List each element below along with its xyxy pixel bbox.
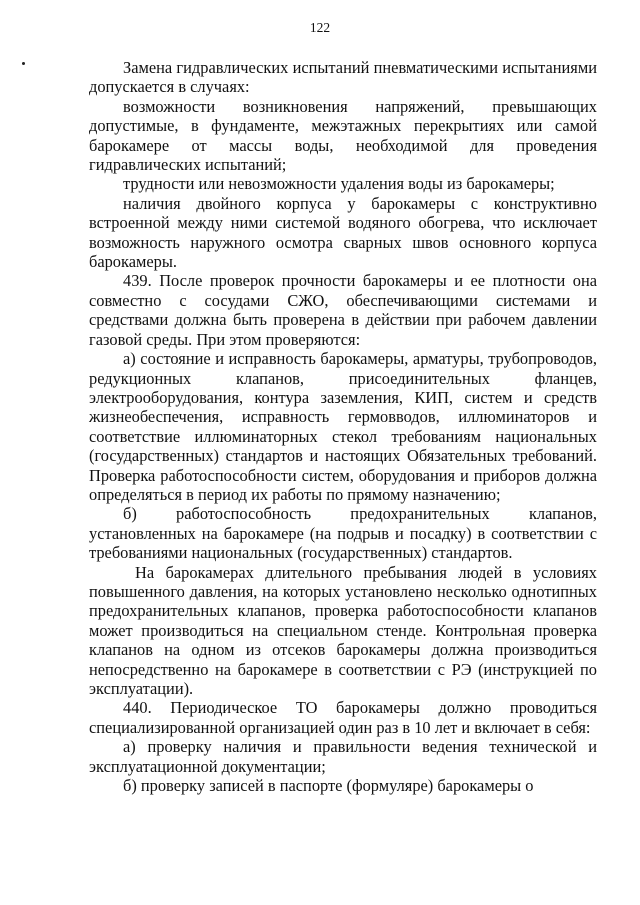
- text-body: [89, 58, 597, 795]
- paragraph: 440. Периодическое ТО барокамеры должно проводиться специализированной организацией один раз в 10 лет и включает в себя:: [89, 698, 597, 737]
- stray-mark: [22, 62, 25, 65]
- paragraph: а) состояние и исправность барокамеры, арматуры, трубопроводов, редукционных клапанов, присоединительных фланцев, электрооборудования, контура заземления, КИП, систем и средств жизнеобеспечения, исправность гермовводов, иллюминаторов и соответствие иллюминаторных стекол требованиям национальных (государственных) стандартов и настоящих Обязательных требований. Проверка работоспособности систем, оборудования и приборов должна определяться в период их работы по прямому назначению;: [89, 349, 597, 504]
- page-number: 122: [309, 20, 331, 35]
- paragraph: а) проверку наличия и правильности ведения технической и эксплуатационной документации;: [89, 737, 597, 776]
- paragraph: 439. После проверок прочности барокамеры и ее плотности она совместно с сосудами СЖО, обеспечивающими системами и средствами должна быть проверена в действии при рабочем давлении газовой среды. При этом проверяются:: [89, 271, 597, 349]
- paragraph: Замена гидравлических испытаний пневматическими испытаниями допускается в случаях:: [89, 58, 597, 97]
- paragraph: трудности или невозможности удаления воды из барокамеры;: [123, 174, 555, 194]
- paragraph: б) проверку записей в паспорте (формуляре) барокамеры о: [123, 776, 534, 796]
- paragraph: возможности возникновения напряжений, превышающих допустимые, в фундаменте, межэтажных перекрытиях или самой барокамере от массы воды, необходимой для проведения гидравлических испытаний;: [89, 96, 597, 175]
- paragraph: наличия двойного корпуса у барокамеры с конструктивно встроенной между ними системой водяного обогрева, что исключает возможность наружного осмотра сварных швов основного корпуса барокамеры.: [89, 193, 597, 272]
- paragraph: б) работоспособность предохранительных клапанов, установленных на барокамере (на подрыв и посадку) в соответствии с требованиями национальных (государственных) стандартов.: [89, 504, 597, 563]
- paragraph: На барокамерах длительного пребывания людей в условиях повышенного давления, на которых установлено несколько однотипных предохранительных клапанов, проверка работоспособности клапанов может производиться на специальном стенде. Контрольная проверка клапанов на одном из отсеков барокамеры должна производиться непосредственно на барокамере в соответствии с РЭ (инструкцией по эксплуатации).: [89, 562, 597, 698]
